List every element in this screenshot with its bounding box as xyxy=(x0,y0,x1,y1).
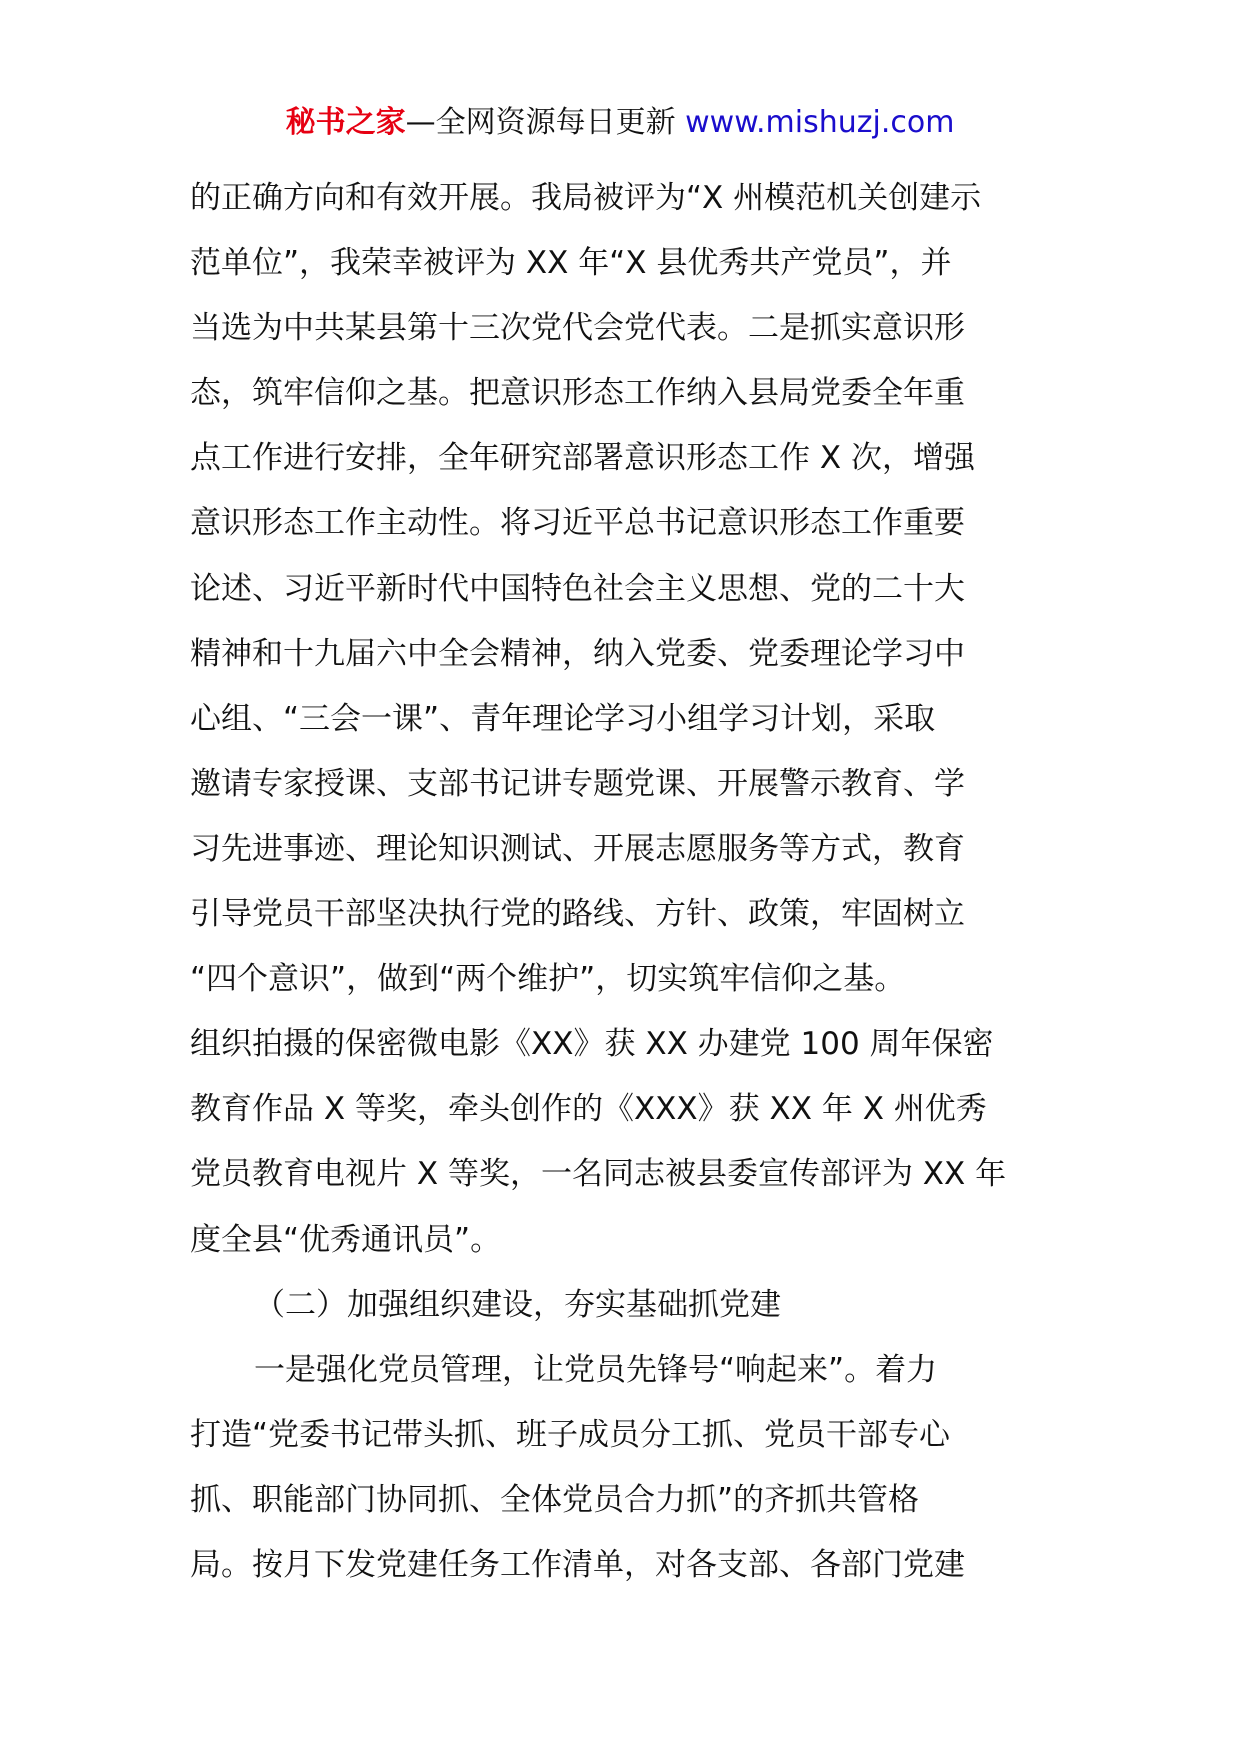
site-url-link[interactable]: www.mishuzj.com xyxy=(685,105,955,140)
text-line: 态，筑牢信仰之基。把意识形态工作纳入县局党委全年重 xyxy=(190,375,965,412)
text-line: 打造“党委书记带头抓、班子成员分工抓、党员干部专心 xyxy=(190,1416,951,1453)
text-line: 论述、习近平新时代中国特色社会主义思想、党的二十大 xyxy=(190,570,965,607)
text-line: 引导党员干部坚决执行党的路线、方针、政策，牢固树立 xyxy=(190,896,965,933)
text-line: 局。按月下发党建任务工作清单，对各支部、各部门党建 xyxy=(190,1546,965,1583)
site-header xyxy=(0,100,1240,146)
text-line: 的正确方向和有效开展。我局被评为“X 州模范机关创建示 xyxy=(190,180,982,216)
document-body xyxy=(190,166,1060,1598)
text-line: 当选为中共某县第十三次党代会党代表。二是抓实意识形 xyxy=(190,310,965,347)
brand-name: 秘书之家 xyxy=(285,105,406,140)
text-line: 组织拍摄的保密微电影《XX》获 XX 办建党 100 周年保密 xyxy=(190,1026,994,1063)
text-line: 度全县“优秀通讯员”。 xyxy=(190,1221,502,1258)
text-line: 精神和十九届六中全会精神，纳入党委、党委理论学习中 xyxy=(190,635,965,672)
text-line: 意识形态工作主动性。将习近平总书记意识形态工作重要 xyxy=(190,505,965,542)
text-line: 习先进事迹、理论知识测试、开展志愿服务等方式，教育 xyxy=(190,830,965,867)
text-line: 心组、“三会一课”、青年理论学习小组学习计划，采取 xyxy=(190,700,936,737)
text-line: 抓、职能部门协同抓、全体党员合力抓”的齐抓共管格 xyxy=(190,1481,920,1518)
text-line: 邀请专家授课、支部书记讲专题党课、开展警示教育、学 xyxy=(190,765,965,802)
text-line: 一是强化党员管理，让党员先锋号“响起来”。着力 xyxy=(254,1351,938,1388)
text-line: “四个意识”，做到“两个维护”，切实筑牢信仰之基。 xyxy=(190,961,906,998)
section-heading: （二）加强组织建设，夯实基础抓党建 xyxy=(254,1286,781,1323)
text-line: 党员教育电视片 X 等奖，一名同志被县委宣传部评为 XX 年 xyxy=(190,1156,1007,1193)
text-line: 范单位”，我荣幸被评为 XX 年“X 县优秀共产党员”，并 xyxy=(190,245,952,282)
text-line: 教育作品 X 等奖，牵头创作的《XXX》获 XX 年 X 州优秀 xyxy=(190,1091,987,1128)
header-tagline: —全网资源每日更新 xyxy=(405,105,676,140)
text-line: 点工作进行安排，全年研究部署意识形态工作 X 次，增强 xyxy=(190,440,975,477)
